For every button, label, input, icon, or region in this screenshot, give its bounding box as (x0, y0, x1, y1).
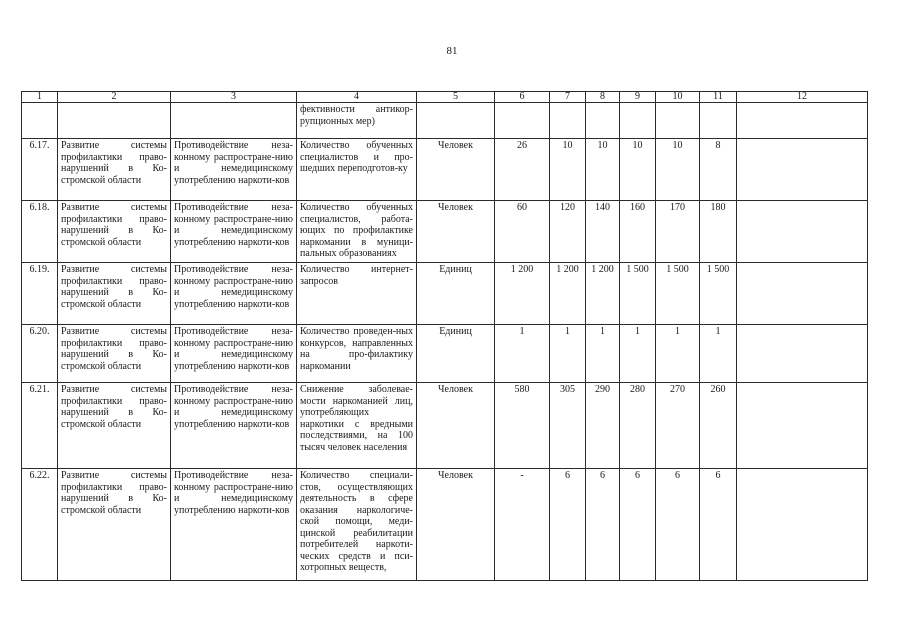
value-col6: - (495, 469, 550, 581)
header-cell: 4 (297, 92, 417, 103)
value-col6: 1 (495, 325, 550, 383)
unit-of-measure: Человек (417, 383, 495, 469)
header-cell: 11 (700, 92, 737, 103)
row-number: 6.18. (22, 201, 58, 263)
row-number: 6.21. (22, 383, 58, 469)
value-col6: 580 (495, 383, 550, 469)
unit-of-measure: Человек (417, 139, 495, 201)
indicator-name: Количество интернет-запросов (297, 263, 417, 325)
indicator-name: Количество проведен-ных конкурсов, направленных на про-филактику наркомании (297, 325, 417, 383)
value-col10: 1 500 (656, 263, 700, 325)
task-name: Противодействие неза-конному распростране-нию и немедицинскому употреблению наркоти-ков (171, 201, 297, 263)
value-col7: 305 (550, 383, 586, 469)
empty-cell (417, 103, 495, 139)
value-col9: 160 (620, 201, 656, 263)
notes-cell (737, 325, 868, 383)
row-number: 6.20. (22, 325, 58, 383)
unit-of-measure: Человек (417, 201, 495, 263)
notes-cell (737, 383, 868, 469)
task-name: Противодействие неза-конному распростране-нию и немедицинскому употреблению наркоти-ков (171, 325, 297, 383)
page-number: 81 (446, 45, 458, 57)
notes-cell (737, 201, 868, 263)
indicators-table (21, 91, 868, 581)
empty-cell (656, 103, 700, 139)
task-name: Противодействие неза-конному распростране-нию и немедицинскому употреблению наркоти-ков (171, 139, 297, 201)
row-number: 6.17. (22, 139, 58, 201)
table-row (22, 139, 868, 201)
value-col10: 170 (656, 201, 700, 263)
value-col7: 120 (550, 201, 586, 263)
empty-cell (737, 103, 868, 139)
value-col10: 270 (656, 383, 700, 469)
empty-cell (171, 103, 297, 139)
value-col10: 10 (656, 139, 700, 201)
value-col11: 8 (700, 139, 737, 201)
value-col9: 6 (620, 469, 656, 581)
empty-cell (620, 103, 656, 139)
empty-cell (700, 103, 737, 139)
value-col9: 1 (620, 325, 656, 383)
value-col6: 26 (495, 139, 550, 201)
program-name: Развитие системы профилактики право-нарушений в Ко-стромской области (58, 383, 171, 469)
value-col9: 1 500 (620, 263, 656, 325)
task-name: Противодействие неза-конному распростране-нию и немедицинскому употреблению наркоти-ков (171, 383, 297, 469)
header-cell: 3 (171, 92, 297, 103)
header-cell: 6 (495, 92, 550, 103)
value-col7: 1 200 (550, 263, 586, 325)
notes-cell (737, 469, 868, 581)
indicator-name: Количество обученных специалистов, работа-ющих по профилактике наркомании в муници-пальных образованиях (297, 201, 417, 263)
value-col7: 10 (550, 139, 586, 201)
table-row (22, 263, 868, 325)
value-col11: 260 (700, 383, 737, 469)
value-col11: 1 (700, 325, 737, 383)
value-col7: 1 (550, 325, 586, 383)
empty-cell (495, 103, 550, 139)
continuation-text: фективности антикор-рупционных мер) (297, 103, 417, 139)
header-cell: 12 (737, 92, 868, 103)
table-row (22, 383, 868, 469)
continuation-row (22, 103, 868, 139)
value-col9: 280 (620, 383, 656, 469)
value-col7: 6 (550, 469, 586, 581)
program-name: Развитие системы профилактики право-нарушений в Ко-стромской области (58, 469, 171, 581)
value-col8: 10 (586, 139, 620, 201)
value-col8: 1 200 (586, 263, 620, 325)
value-col8: 140 (586, 201, 620, 263)
value-col8: 6 (586, 469, 620, 581)
header-cell: 8 (586, 92, 620, 103)
program-name: Развитие системы профилактики право-нарушений в Ко-стромской области (58, 263, 171, 325)
notes-cell (737, 139, 868, 201)
header-cell: 5 (417, 92, 495, 103)
value-col9: 10 (620, 139, 656, 201)
header-cell: 7 (550, 92, 586, 103)
value-col6: 1 200 (495, 263, 550, 325)
task-name: Противодействие неза-конному распростране-нию и немедицинскому употреблению наркоти-ков (171, 469, 297, 581)
value-col11: 180 (700, 201, 737, 263)
unit-of-measure: Единиц (417, 263, 495, 325)
row-number: 6.22. (22, 469, 58, 581)
value-col11: 1 500 (700, 263, 737, 325)
value-col8: 1 (586, 325, 620, 383)
header-cell: 1 (22, 92, 58, 103)
task-name: Противодействие неза-конному распростране-нию и немедицинскому употреблению наркоти-ков (171, 263, 297, 325)
unit-of-measure: Человек (417, 469, 495, 581)
notes-cell (737, 263, 868, 325)
header-cell: 9 (620, 92, 656, 103)
table-row (22, 325, 868, 383)
value-col10: 1 (656, 325, 700, 383)
value-col10: 6 (656, 469, 700, 581)
empty-cell (58, 103, 171, 139)
table-row (22, 469, 868, 581)
empty-cell (586, 103, 620, 139)
table-row (22, 201, 868, 263)
row-number: 6.19. (22, 263, 58, 325)
program-name: Развитие системы профилактики право-нарушений в Ко-стромской области (58, 139, 171, 201)
program-name: Развитие системы профилактики право-нарушений в Ко-стромской области (58, 201, 171, 263)
header-cell: 2 (58, 92, 171, 103)
empty-cell (550, 103, 586, 139)
value-col11: 6 (700, 469, 737, 581)
value-col8: 290 (586, 383, 620, 469)
program-name: Развитие системы профилактики право-нарушений в Ко-стромской области (58, 325, 171, 383)
indicator-name: Количество специали-стов, осуществляющих деятельность в сфере оказания наркологиче-ской помощи, меди-цинской реабилитации потребителей наркоти-ческих средств и пси-хотропных веществ, (297, 469, 417, 581)
header-row (22, 92, 868, 103)
empty-cell (22, 103, 58, 139)
indicator-name: Снижение заболевае-мости наркоманией лиц, употребляющих наркотики с вредными последствиями, на 100 тысяч человек населения (297, 383, 417, 469)
indicator-name: Количество обученных специалистов и про-шедших переподготов-ку (297, 139, 417, 201)
unit-of-measure: Единиц (417, 325, 495, 383)
header-cell: 10 (656, 92, 700, 103)
value-col6: 60 (495, 201, 550, 263)
